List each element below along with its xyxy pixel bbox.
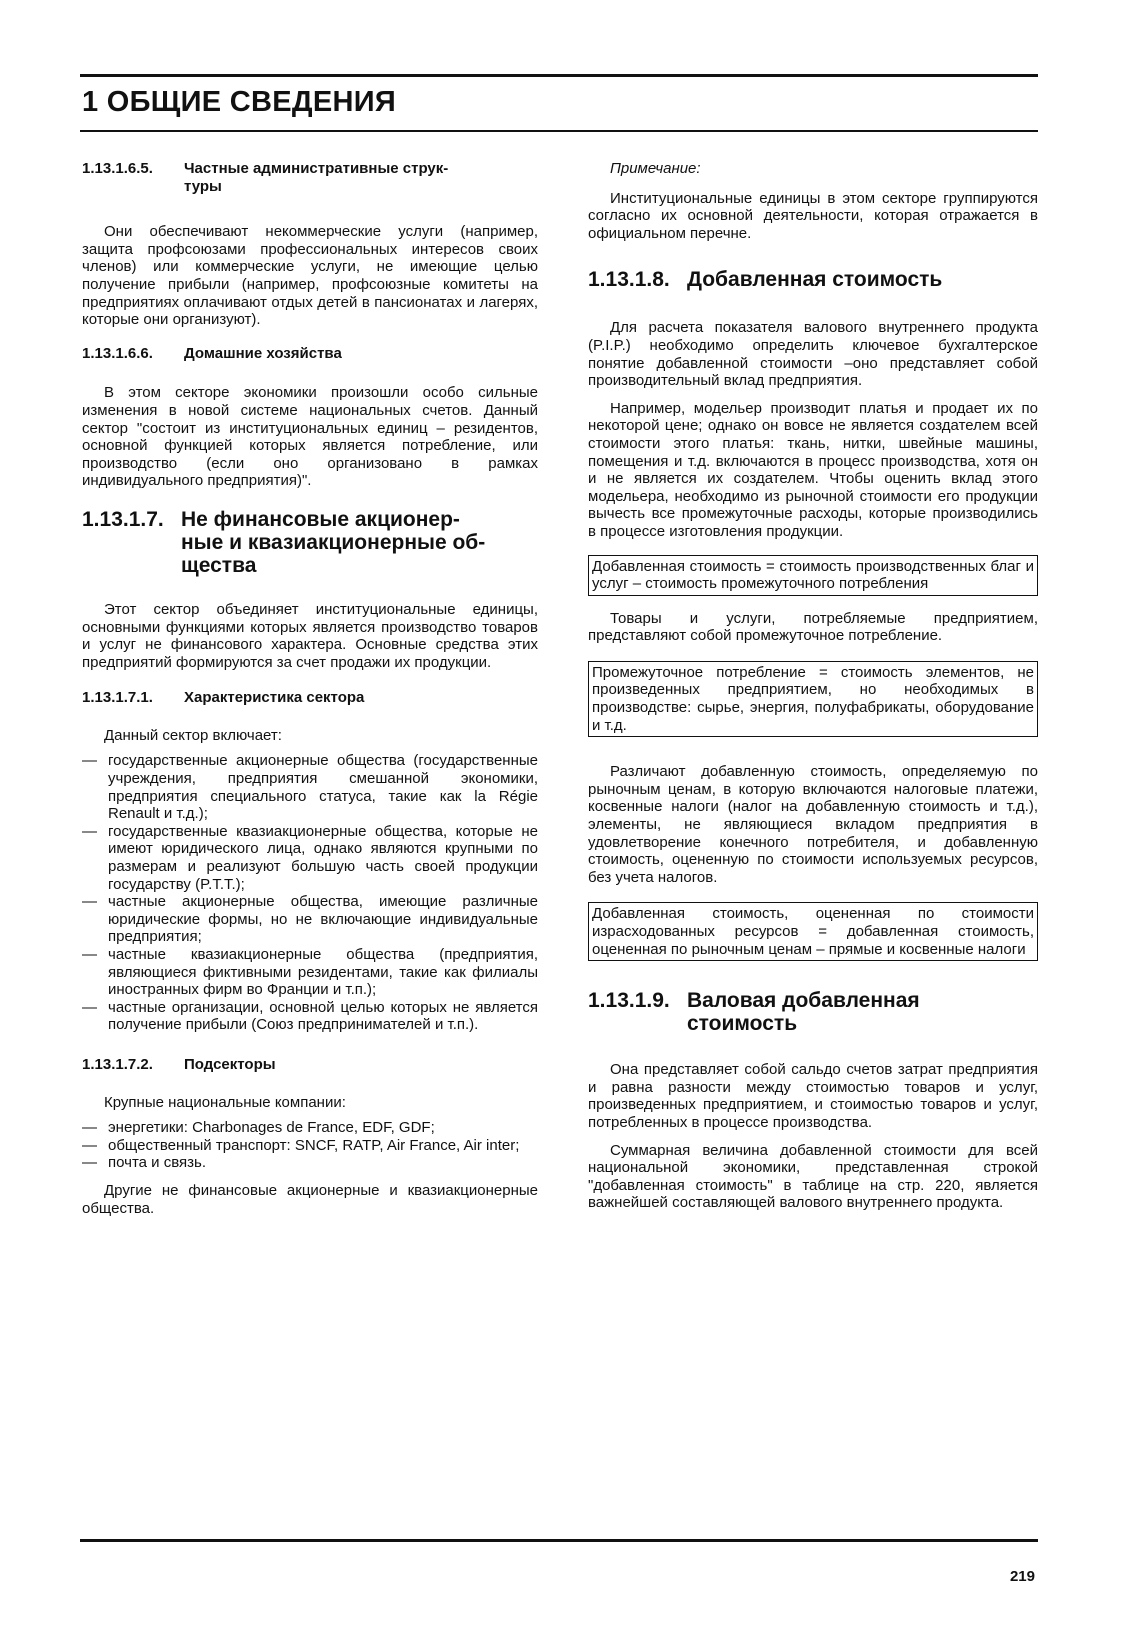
formula-box: Добавленная стоимость, оцененная по стоимости израсходованных ресурсов = добавленная стоимость, оцененная по рыночным ценам – прямые и косвенные налоги [588,902,1038,961]
paragraph: Они обеспечивают некоммерческие услуги (например, защита профсоюзами профессиональных интересов своих членов) или коммерческие услуги, не имеющие целью получение прибыли (например, профсоюзные комитеты на предприятиях оплачивают отдых детей в пансионатах и лагерях, которые они организуют). [82,223,538,329]
left-column [82,160,538,1217]
paragraph: Другие не финансовые акционерные и квазиакционерные общества. [82,1181,538,1217]
list-intro: Данный сектор включает: [104,726,282,744]
paragraph: Для расчета показателя валового внутреннего продукта (P.I.P.) необходимо определить ключевое бухгалтерское понятие добавленной стоимости –оно представляет собой производительный вклад предприятия. [588,319,1038,390]
list-item: — государственные квазиакционерные общества, которые не имеют юридического лица, однако являются крупными по размерам и реализуют большую часть своей продукции государству (P.T.T.); [82,823,538,893]
list-item: — частные квазиакционерные общества (предприятия, являющиеся фиктивными резидентами, такие как филиалы иностранных фирм во Франции и т.п.); [82,946,538,999]
paragraph: Например, модельер производит платья и продает их по некоторой цене; однако он вовсе не является создателем всей стоимости этого платья: ткань, нитки, швейные машины, помещения и т.д. включаются в процесс производства, хотя он и не является их создателем. Чтобы оценить вклад этого модельера, необходимо из рыночной стоимости его продукции вычесть все промежуточные расходы, которые производились в процессе изготовления продукции. [588,399,1038,540]
section-title: Домашние хозяйства [184,344,342,362]
header-rule [80,74,1038,77]
section-title-cont: туры [184,177,222,195]
section-title: Подсекторы [184,1055,276,1073]
section-number: 1.13.1.6.5. [82,160,153,177]
section-number: 1.13.1.6.6. [82,344,153,362]
section-number: 1.13.1.8. [588,268,670,292]
header-underline [80,130,1038,132]
heading-households [82,345,538,363]
section-title-cont: щества [181,553,257,577]
list-item: — государственные акционерные общества (государственные учреждения, предприятия смешанной экономики, предприятия специального статуса, такие как la Régie Renault и т.д.); [82,752,538,822]
section-title: Частные административные струк- [184,160,449,177]
list-item: — частные акционерные общества, имеющие различные юридические формы, но не включающие индивидуальные предприятия; [82,893,538,946]
list-item: — общественный транспорт: SNCF, RATP, Air France, Air inter; [82,1137,538,1155]
chapter-title: 1 ОБЩИЕ СВЕДЕНИЯ [82,86,397,118]
subsector-list [82,1119,538,1172]
paragraph: Этот сектор объединяет институциональные единицы, основными функциями которых является производство товаров и услуг не финансового характера. Основные средства этих предприятий формируются за счет продажи их продукции. [82,600,538,671]
section-number: 1.13.1.7. [82,507,164,531]
section-title-cont: ные и квазиакционерные об- [181,530,486,554]
list-item: — энергетики: Charbonages de France, EDF, GDF; [82,1119,538,1137]
page-number: 219 [1009,1568,1035,1585]
section-title-cont: стоимость [687,1012,798,1036]
section-number: 1.13.1.9. [588,989,670,1013]
section-title: Валовая добавленная [687,989,920,1013]
formula-box: Промежуточное потребление = стоимость элементов, не произведенных предприятием, но необходимых в производстве: сырье, энергия, полуфабрикаты, оборудование и т.д. [588,661,1038,737]
paragraph: В этом секторе экономики произошли особо сильные изменения в новой системе национальных счетов. Данный сектор "состоит из институциональных единиц – резидентов, основной функцией которых является потребление, или производство (если оно организовано в рамках индивидуального предприятия)". [82,384,538,490]
heading-value-added [588,268,1038,291]
footer-rule [80,1539,1038,1542]
heading-gross-value-added [588,989,1038,1035]
formula-box: Добавленная стоимость = стоимость производственных благ и услуг – стоимость промежуточного потребления [588,555,1038,596]
heading-sector-characteristics [82,689,538,707]
paragraph: Товары и услуги, потребляемые предприятием, представляют собой промежуточное потребление. [588,609,1038,645]
section-number: 1.13.1.7.2. [82,1055,153,1073]
list-item: — почта и связь. [82,1154,538,1172]
paragraph: Суммарная величина добавленной стоимости для всей национальной экономики, представленная строкой "добавленная стоимость" в таблице на стр. 220, является важнейшей составляющей валового внутреннего продукта. [588,1141,1038,1212]
section-title: Не финансовые акционер- [181,507,460,531]
heading-subsectors [82,1056,538,1074]
paragraph: Она представляет собой сальдо счетов затрат предприятия и равна разности между стоимостью товаров и услуг, произведенных предприятием, и стоимостью товаров и услуг, потребленных в процессе производства. [588,1061,1038,1131]
sector-list [82,752,538,1034]
right-column [588,160,1038,1212]
section-title: Характеристика сектора [184,689,365,707]
note-label: Примечание: [610,160,701,177]
note-text: Институциональные единицы в этом секторе группируются согласно их основной деятельности, которая отражается в официальном перечне. [588,189,1038,242]
section-title: Добавленная стоимость [687,268,943,292]
paragraph: Различают добавленную стоимость, определяемую по рыночным ценам, в которую включаются налоговые платежи, косвенные налоги (налог на добавленную стоимость и т.д.), элементы, не являющиеся вкладом предприятия в удовлетворение конечного потребителя, и добавленную стоимость, оцененную по стоимости используемых ресурсов, без учета налогов. [588,763,1038,886]
section-number: 1.13.1.7.1. [82,689,153,707]
list-item: — частные организации, основной целью которых не является получение прибыли (Союз предпринимателей и т.п.). [82,999,538,1034]
heading-private-admin [82,160,538,195]
list-intro: Крупные национальные компании: [104,1093,346,1111]
heading-nonfinancial-corporations [82,508,538,577]
